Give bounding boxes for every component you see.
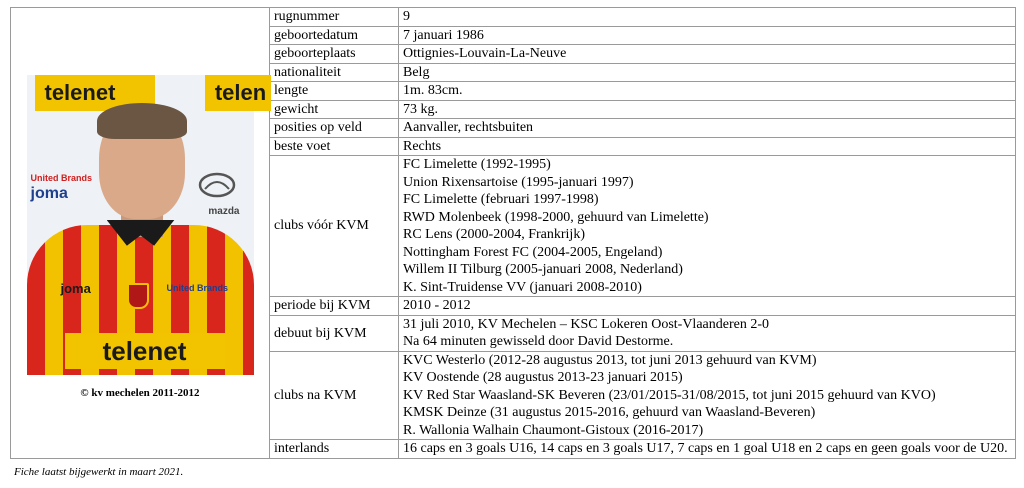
club-item: KV Red Star Waasland-SK Beveren (23/01/2015-31/08/2015, tot juni 2015 gehuurd van KVO) [403, 387, 936, 403]
value-interlands: 16 caps en 3 goals U16, 14 caps en 3 goals U17, 7 caps en 1 goal U18 en 2 caps en geen goals voor de U20. [399, 440, 1016, 459]
value-nationaliteit: Belg [399, 63, 1016, 82]
update-footnote: Fiche laatst bijgewerkt in maart 2021. [14, 466, 184, 478]
club-item: KMSK Deinze (31 augustus 2015-2016, gehuurd van Waasland-Beveren) [403, 405, 816, 421]
label-periode: periode bij KVM [270, 297, 399, 316]
value-geboortedatum: 7 januari 1986 [399, 26, 1016, 45]
value-posities: Aanvaller, rechtsbuiten [399, 119, 1016, 138]
value-clubs-na [399, 351, 1016, 440]
label-clubs-na: clubs na KVM [270, 351, 399, 440]
club-item: Union Rixensartoise (1995-januari 1997) [403, 174, 634, 190]
value-debuut [399, 315, 1016, 351]
sponsor-logo-left: United Brands [30, 172, 93, 183]
club-item: R. Wallonia Walhain Chaumont-Gistoux (2016-2017) [403, 422, 704, 438]
sponsor-banner-top-right: telen [205, 75, 271, 111]
club-crest-icon [127, 283, 149, 309]
value-rugnummer: 9 [399, 8, 1016, 27]
player-hair [97, 103, 187, 139]
debut-line: 31 juli 2010, KV Mechelen – KSC Lokeren Oost-Vlaanderen 2-0 [403, 316, 769, 332]
label-clubs-voor: clubs vóór KVM [270, 156, 399, 297]
value-clubs-voor [399, 156, 1016, 297]
photo-caption: © kv mechelen 2011-2012 [80, 386, 200, 399]
photo-cell [11, 8, 270, 459]
value-geboorteplaats: Ottignies-Louvain-La-Neuve [399, 45, 1016, 64]
club-item: KV Oostende (28 augustus 2013-23 januari 2015) [403, 370, 683, 386]
label-beste-voet: beste voet [270, 137, 399, 156]
club-item: RWD Molenbeek (1998-2000, gehuurd van Limelette) [403, 209, 709, 225]
label-lengte: lengte [270, 82, 399, 101]
club-item: Willem II Tilburg (2005-januari 2008, Nederland) [403, 262, 683, 278]
label-rugnummer: rugnummer [270, 8, 399, 27]
sponsor-banner-top: telenet [35, 75, 155, 111]
sponsor-chest-right: United Brands [166, 282, 229, 293]
player-photo [27, 75, 267, 375]
debut-line: Na 64 minuten gewisseld door David Destorme. [403, 334, 674, 350]
label-gewicht: gewicht [270, 100, 399, 119]
value-lengte: 1m. 83cm. [399, 82, 1016, 101]
mazda-logo-icon [198, 173, 236, 197]
player-fiche-table [10, 7, 1016, 459]
value-beste-voet: Rechts [399, 137, 1016, 156]
kit-brand-logo: joma [30, 184, 68, 202]
label-interlands: interlands [270, 440, 399, 459]
value-gewicht: 73 kg. [399, 100, 1016, 119]
label-geboortedatum: geboortedatum [270, 26, 399, 45]
kit-brand-chest: joma [60, 280, 91, 296]
sponsor-shirt-main: telenet [65, 333, 225, 369]
club-item: FC Limelette (1992-1995) [403, 157, 551, 173]
club-item: FC Limelette (februari 1997-1998) [403, 192, 599, 208]
label-geboorteplaats: geboorteplaats [270, 45, 399, 64]
club-item: KVC Westerlo (2012-28 augustus 2013, tot juni 2013 gehuurd van KVM) [403, 352, 817, 368]
label-posities: posities op veld [270, 119, 399, 138]
club-item: RC Lens (2000-2004, Frankrijk) [403, 227, 585, 243]
mazda-wordmark: mazda [208, 205, 240, 217]
club-item: Nottingham Forest FC (2004-2005, Engeland) [403, 244, 663, 260]
label-nationaliteit: nationaliteit [270, 63, 399, 82]
club-item: K. Sint-Truidense VV (januari 2008-2010) [403, 279, 642, 295]
table-row [11, 8, 1016, 27]
value-periode: 2010 - 2012 [399, 297, 1016, 316]
label-debuut: debuut bij KVM [270, 315, 399, 351]
